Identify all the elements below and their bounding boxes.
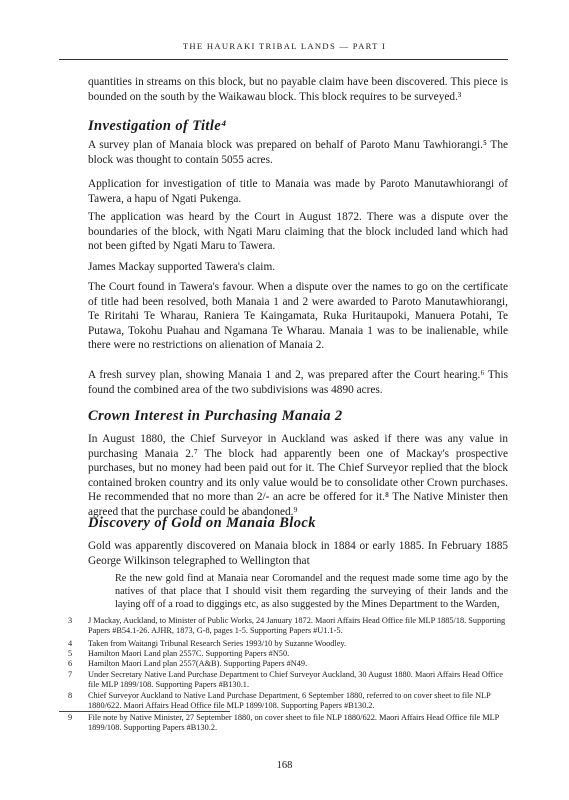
footnote-number: 5 <box>68 649 73 658</box>
heading-investigation-of-title: Investigation of Title⁴ <box>88 118 227 134</box>
intro-paragraph: quantities in streams on this block, but no payable claim have been discovered. This piece is bounded on the south by the Waikawau block. This block requires to be surveyed.³ <box>88 76 508 103</box>
block-quote-wilkinson: Re the new gold find at Manaia near Coromandel and the request made some time ago by the natives of that place that I should visit them regarding the surveying of their lands and the laying off of a road to diggings etc, as also suggested by the Mines Department to the Warden, <box>115 573 508 611</box>
footnote-text: Hamilton Maori Land plan 2557(A&B). Supporting Papers #N49. <box>88 659 308 668</box>
footnote-number: 3 <box>68 616 73 625</box>
paragraph-fresh-survey: A fresh survey plan, showing Manaia 1 and 2, was prepared after the Court hearing.⁶ This found the combined area of the two subdivisions was 4890 acres. <box>88 369 508 396</box>
footnote-number: 7 <box>68 670 73 679</box>
footnote-rule <box>59 711 230 712</box>
paragraph-gold: Gold was apparently discovered on Manaia block in 1884 or early 1885. In February 1885 George Wilkinson telegraphed to Wellington that <box>88 540 508 567</box>
paragraph-court-hearing: The application was heard by the Court in August 1872. There was a dispute over the boundaries of the block, with Ngati Maru claiming that the block included land which had not been gifted by Ngati Maru to Tawera. <box>88 211 508 253</box>
paragraph-survey-plan: A survey plan of Manaia block was prepared on behalf of Paroto Manu Tawhiorangi.⁵ The block was thought to contain 5055 acres. <box>88 139 508 166</box>
paragraph-mackay-support: James Mackay supported Tawera's claim. <box>88 261 276 273</box>
footnote-text: Under Secretary Native Land Purchase Department to Chief Surveyor Auckland, 30 August 1880. Maori Affairs Head Office file MLP 1899/108. Supporting Papers #B130.1. <box>88 670 503 689</box>
paragraph-court-finding: The Court found in Tawera's favour. When a dispute over the names to go on the certificate of title had been resolved, both Manaia 1 and 2 were awarded to Paroto Manutawhiorangi, Te Riritahi Te Wharau, Raniera Te Kaingamata, Ruka Huritaupoki, Manuera Potahi, Te Putawa, Tokohu Puahau and Ngamana Te Wharau. Manaia 1 was to be inalienable, while there were no restrictions on alienation of Manaia 2. <box>88 281 508 352</box>
footnote-number: 6 <box>68 659 73 668</box>
footnote-text: Taken from Waitangi Tribunal Research Series 1993/10 by Suzanne Woodley. <box>88 639 347 648</box>
footnote-number: 8 <box>68 691 73 700</box>
header-rule <box>59 59 508 60</box>
footnote-text: Hamilton Maori Land plan 2557C. Supporting Papers #N50. <box>88 649 290 658</box>
footnote-text: File note by Native Minister, 27 September 1880, on cover sheet to file NLP 1880/622. Maori Affairs Head Office file MLP 1899/108. Supporting Papers #B130.2. <box>88 713 499 732</box>
heading-crown-interest: Crown Interest in Purchasing Manaia 2 <box>88 408 343 424</box>
footnote-text: J Mackay, Auckland, to Minister of Public Works, 24 January 1872. Maori Affairs Head Office file MLP 1885/18. Supporting Papers #B54.1-26. AJHR, 1873, G-8, pages 1-5. Supporting Papers #U1.1-5. <box>88 616 506 635</box>
footnote-text: Chief Surveyor Auckland to Native Land Purchase Department, 6 September 1880, referred to on cover sheet to file NLP 1880/622. Maori Affairs Head Office file MLP 1899/108. Supporting Papers #B130.2. <box>88 691 491 710</box>
paragraph-application: Application for investigation of title to Manaia was made by Paroto Manutawhiorangi of Tawera, a hapu of Ngati Pukenga. <box>88 178 508 205</box>
running-head: THE HAURAKI TRIBAL LANDS — PART I <box>182 41 387 51</box>
page-number: 168 <box>276 760 293 771</box>
paragraph-crown-interest: In August 1880, the Chief Surveyor in Auckland was asked if there was any value in purchasing Manaia 2.⁷ The block had apparently been one of Mackay's prospective purchases, but no money had been paid out for it. The Chief Surveyor replied that the block contained broken country and its only value would be to consolidate other Crown purchases. He recommended that no more than 2/- an acre be offered for it.⁸ The Native Minister then agreed that the purchase could be abandoned.⁹ <box>88 433 508 518</box>
footnote-number: 9 <box>68 713 73 722</box>
heading-discovery-of-gold: Discovery of Gold on Manaia Block <box>88 515 316 531</box>
footnote-number: 4 <box>68 639 73 648</box>
